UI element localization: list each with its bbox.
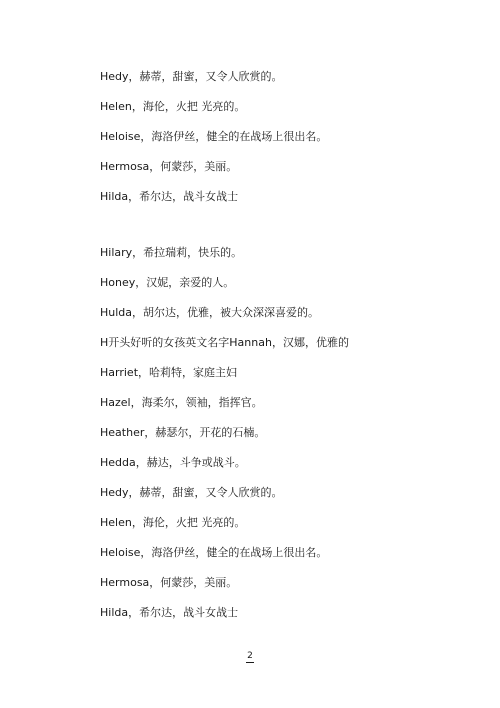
text-line: Helen，海伦，火把 光亮的。 <box>100 100 246 113</box>
text-line: Hilary，希拉瑞莉，快乐的。 <box>100 246 243 259</box>
text-line: Honey，汉妮，亲爱的人。 <box>100 276 235 289</box>
text-line: Hedy，赫蒂，甜蜜，又令人欣赏的。 <box>100 486 283 499</box>
text-line: Heloise，海洛伊丝，健全的在战场上很出名。 <box>100 546 328 559</box>
text-line: Hazel，海柔尔，领袖，指挥官。 <box>100 396 263 409</box>
text-line: Hedda，赫达，斗争或战斗。 <box>100 456 246 469</box>
text-line: Hedy，赫蒂，甜蜜，又令人欣赏的。 <box>100 70 283 83</box>
text-line: Hulda，胡尔达，优雅，被大众深深喜爱的。 <box>100 306 320 319</box>
text-line: Heather，赫瑟尔，开花的石楠。 <box>100 426 266 439</box>
text-line: Hermosa，何蒙莎，美丽。 <box>100 160 238 173</box>
text-line: Harriet，哈莉特，家庭主妇 <box>100 366 237 379</box>
page-number: 2 <box>247 651 253 661</box>
text-line: Heloise，海洛伊丝，健全的在战场上很出名。 <box>100 130 328 143</box>
text-line: Helen，海伦，火把 光亮的。 <box>100 516 246 529</box>
text-line: Hermosa，何蒙莎，美丽。 <box>100 576 238 589</box>
text-line: Hilda，希尔达，战斗女战士 <box>100 190 239 203</box>
text-line: H开头好听的女孩英文名字Hannah，汉娜，优雅的 <box>100 336 349 349</box>
text-line: Hilda，希尔达，战斗女战士 <box>100 606 239 619</box>
page-footer <box>0 650 500 663</box>
